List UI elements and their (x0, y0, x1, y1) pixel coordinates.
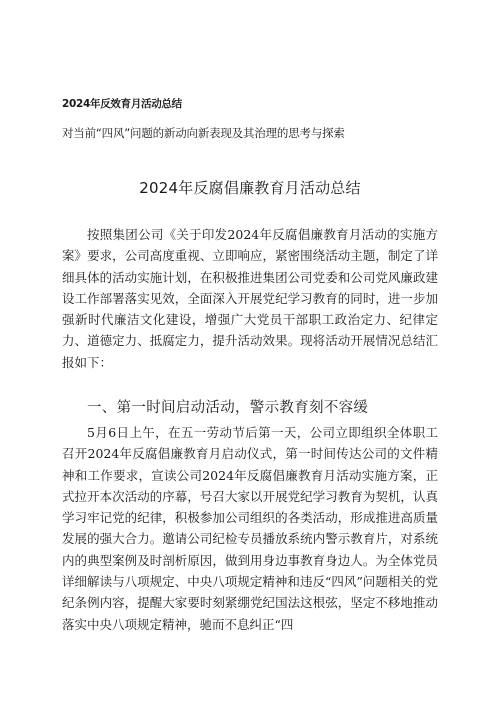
document-label: 2024年反效育月活动总结 (62, 98, 182, 110)
section-heading: 一、第一时间启动活动，警示教育刻不容缓 (87, 400, 369, 416)
related-article-title: 对当前“四风”问题的新动向新表现及其治理的思考与探索 (62, 126, 345, 140)
document-title: 2024年反腐倡廉教育月活动总结 (139, 179, 361, 197)
body-paragraph: 5月6日上午，在五一劳动节后第一天，公司立即组织全体职工召开2024年反腐倡廉教育月启动仪式，第一时间传达公司的文件精神和工作要求，宣读公司2024年反腐倡廉教育月活动实施方案，正式拉开本次活动的序幕，号召大家以开展党纪学习教育为契机，认真学习牢记党的纪律，积极参加公司组织的各类活动，形成推进高质量发展的强大合力。邀请公司纪检专员播放系统内警示教育片，对系统内的典型案例及时剖析原因，做到用身边事教育身边人。为全体党员详细解读与八项规定、中央八项规定精神和违反“四风”问题相关的党纪条例内容，提醒大家要时刻紧绷党纪国法这根弦，坚定不移地推动落实中央八项规定精神，驰而不息纠正“四 (62, 425, 438, 632)
intro-paragraph: 按照集团公司《关于印发2024年反腐倡廉教育月活动的实施方案》要求，公司高度重视、立即响应，紧密围绕活动主题，制定了详细具体的活动实施计划，在积极推进集团公司党委和公司党风廉政建设工作部署落实见效，全面深入开展党纪学习教育的同时，进一步加强新时代廉洁文化建设，增强广大党员干部职工政治定力、纪律定力、道德定力、抵腐定力，提升活动效果。现将活动开展情况总结汇报如下： (62, 227, 438, 370)
